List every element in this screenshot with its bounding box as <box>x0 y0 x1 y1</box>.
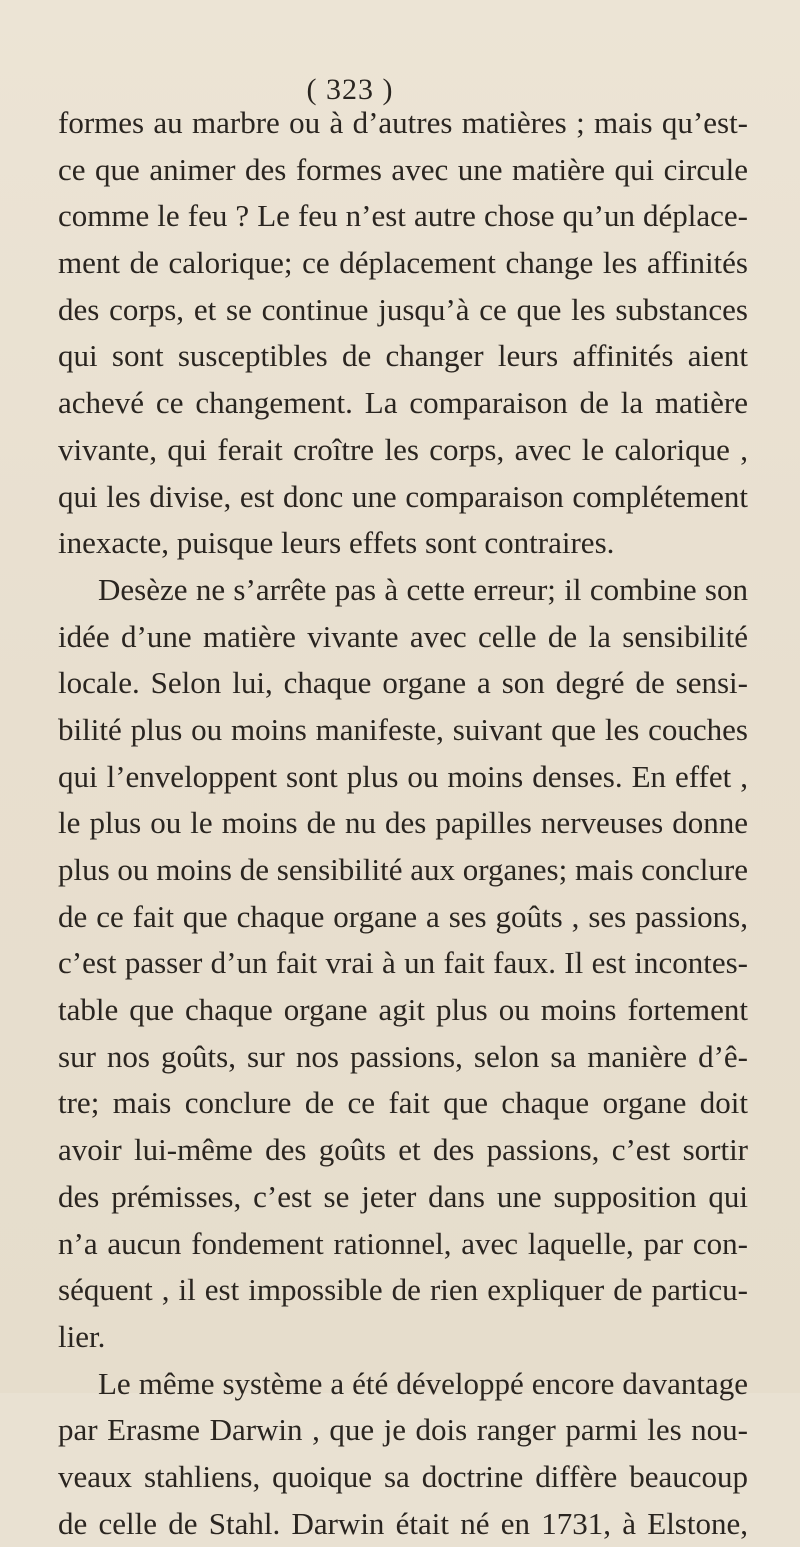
text-line: sur nos goûts, sur nos passions, selon sa manière d’ê- <box>58 1038 748 1074</box>
body-text <box>58 100 748 1547</box>
text-line: par Erasme Darwin , que je dois ranger parmi les nou- <box>58 1412 748 1448</box>
text-line: locale. Selon lui, chaque organe a son degré de sensi- <box>58 665 748 701</box>
text-line: vivante, qui ferait croître les corps, avec le calorique , <box>58 431 748 467</box>
text-line: Desèze ne s’arrête pas à cette erreur; il combine son <box>98 571 748 607</box>
text-line: des prémisses, c’est se jeter dans une supposition qui <box>58 1178 748 1214</box>
text-line: qui l’enveloppent sont plus ou moins denses. En effet , <box>58 758 748 794</box>
text-line: des corps, et se continue jusqu’à ce que les substances <box>58 291 748 327</box>
text-line: n’a aucun fondement rationnel, avec laquelle, par con- <box>58 1225 748 1261</box>
text-line: idée d’une matière vivante avec celle de la sensibilité <box>58 618 748 654</box>
text-line: achevé ce changement. La comparaison de la matière <box>58 385 748 421</box>
text-line: le plus ou le moins de nu des papilles nerveuses donne <box>58 805 748 841</box>
text-line: de celle de Stahl. Darwin était né en 1731, à Elstone, <box>58 1505 748 1541</box>
text-line: tre; mais conclure de ce fait que chaque organe doit <box>58 1085 748 1121</box>
text-line: table que chaque organe agit plus ou moins fortement <box>58 992 748 1028</box>
text-line: de ce fait que chaque organe a ses goûts , ses passions, <box>58 898 748 934</box>
text-line: bilité plus ou moins manifeste, suivant que les couches <box>58 711 748 747</box>
text-line: veaux stahliens, quoique sa doctrine diffère beaucoup <box>58 1458 748 1494</box>
text-line: ce que animer des formes avec une matière qui circule <box>58 151 748 187</box>
text-line: Le même système a été développé encore davantage <box>98 1365 748 1401</box>
text-line: avoir lui-même des goûts et des passions, c’est sortir <box>58 1132 748 1168</box>
text-line: c’est passer d’un fait vrai à un fait faux. Il est incontes- <box>58 945 748 981</box>
text-line: plus ou moins de sensibilité aux organes; mais conclure <box>58 852 748 887</box>
text-line: qui sont susceptibles de changer leurs affinités aient <box>58 338 748 374</box>
text-line: inexacte, puisque leurs effets sont contraires. <box>58 525 615 561</box>
text-line: ment de calorique; ce déplacement change les affinités <box>58 245 748 281</box>
page-number: ( 323 ) <box>306 73 394 106</box>
text-line: séquent , il est impossible de rien expliquer de particu- <box>58 1272 748 1308</box>
text-line: lier. <box>58 1318 106 1354</box>
text-line: formes au marbre ou à d’autres matières ; mais qu’est- <box>58 105 748 140</box>
text-line: comme le feu ? Le feu n’est autre chose qu’un déplace- <box>58 198 748 234</box>
text-line: qui les divise, est donc une comparaison complétement <box>58 478 748 514</box>
